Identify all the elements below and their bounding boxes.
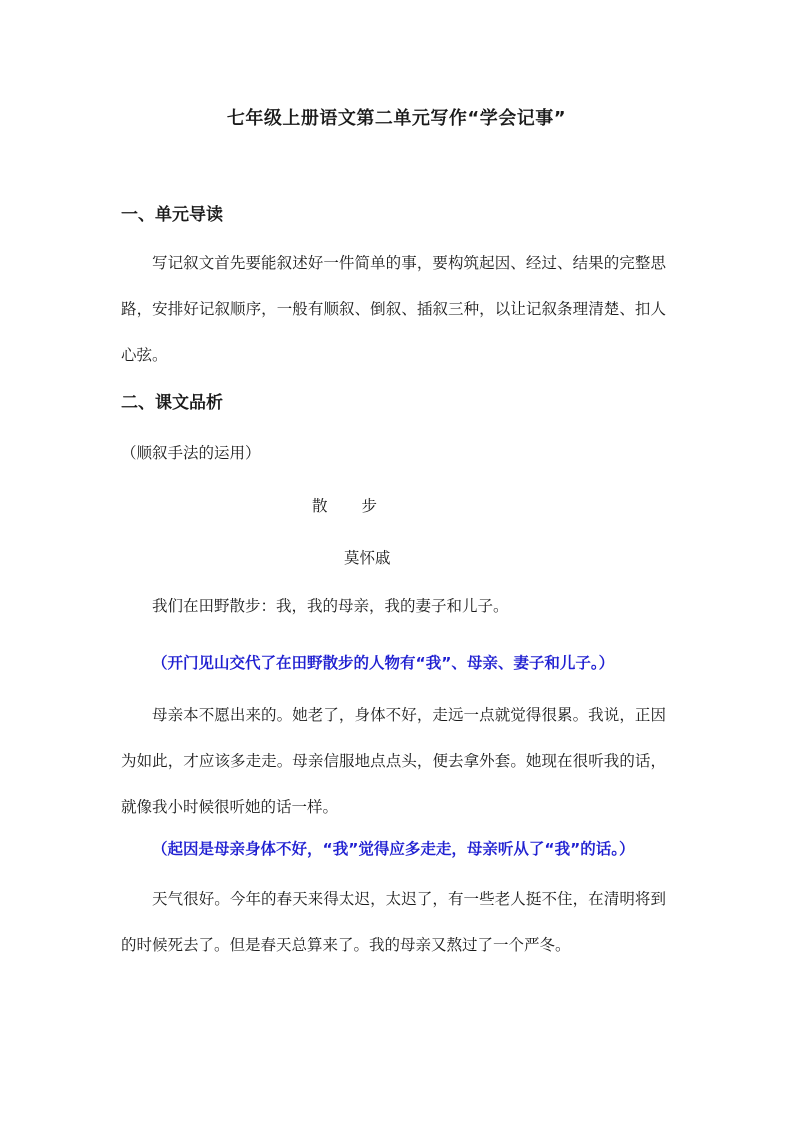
essay-paragraph-2: 母亲本不愿出来的。她老了，身体不好，走远一点就觉得很累。我说，正因为如此，才应该多走走。母亲信服地点点头，便去拿外套。她现在很听我的话，就像我小时候很听她的话一样。 <box>121 706 666 816</box>
section-heading-unit-guide: 一、单元导读 <box>121 205 223 225</box>
unit-guide-paragraph: 写记叙文首先要能叙述好一件简单的事，要构筑起因、经过、结果的完整思路，安排好记叙顺序，一般有顺叙、倒叙、插叙三种，以让记叙条理清楚、扣人心弦。 <box>121 254 666 364</box>
document-title: 七年级上册语文第二单元写作“学会记事” <box>226 108 567 129</box>
annotation-2: （起因是母亲身体不好，“我”觉得应多走走，母亲听从了“我”的话。） <box>152 840 635 858</box>
essay-title: 散 步 <box>312 497 379 515</box>
annotation-1: （开门见山交代了在田野散步的人物有“我”、母亲、妻子和儿子。） <box>152 654 615 672</box>
essay-author: 莫怀戚 <box>344 549 391 567</box>
essay-paragraph-3: 天气很好。今年的春天来得太迟，太迟了，有一些老人挺不住，在清明将到的时候死去了。但是春天总算来了。我的母亲又熬过了一个严冬。 <box>121 890 666 954</box>
essay-paragraph-1: 我们在田野散步：我，我的母亲，我的妻子和儿子。 <box>152 597 509 615</box>
section-heading-text-analysis: 二、课文品析 <box>121 393 223 413</box>
analysis-subtitle: （顺叙手法的运用） <box>121 444 261 462</box>
